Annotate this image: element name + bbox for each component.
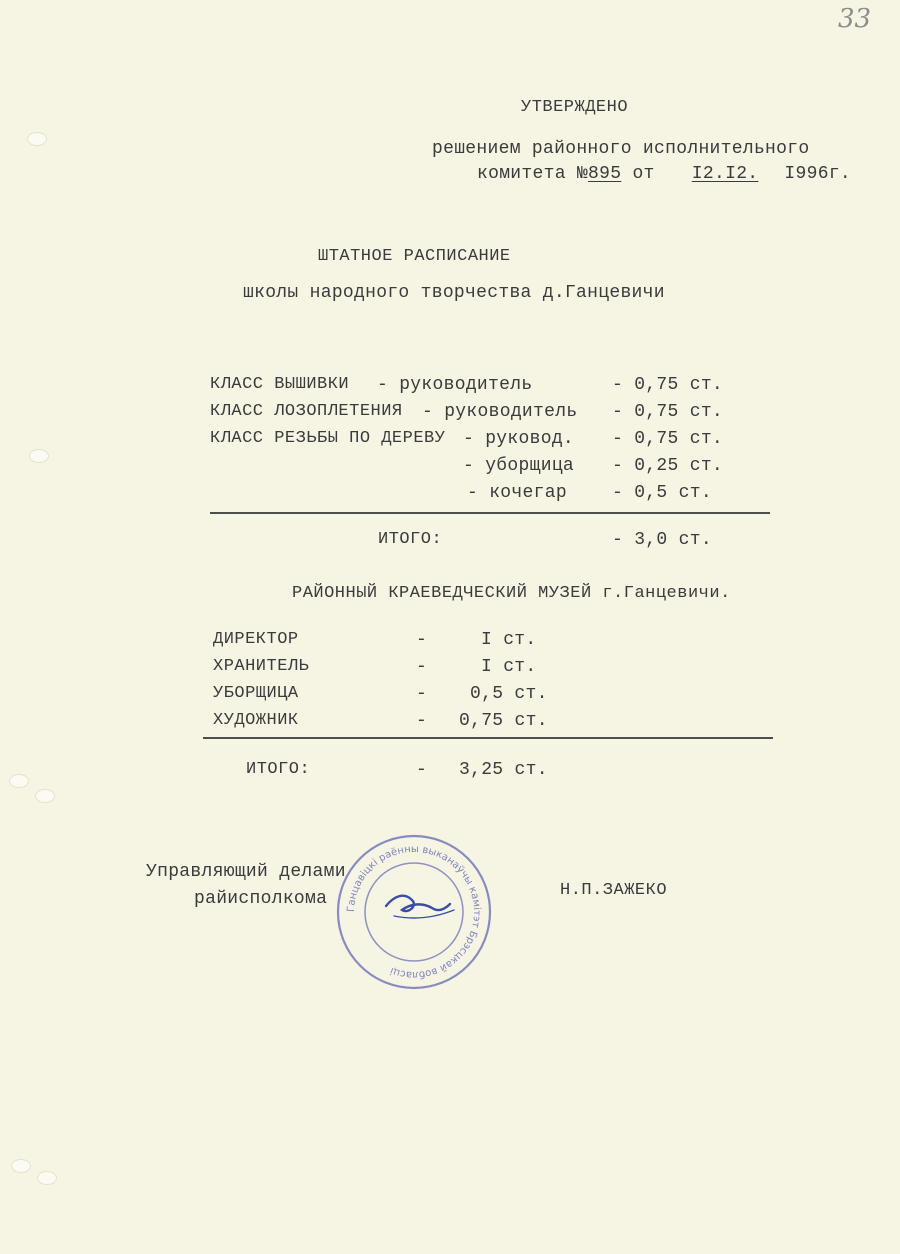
school-total-value: - 3,0 ст. xyxy=(612,530,712,550)
signatory-office: райисполкома xyxy=(194,889,328,909)
museum-row-name: УБОРЩИЦА xyxy=(213,684,299,703)
decision-number: 895 xyxy=(588,164,622,184)
document-subtitle: школы народного творчества д.Ганцевичи xyxy=(243,283,665,303)
museum-row-dash: - xyxy=(416,630,428,650)
signatory-position: Управляющий делами xyxy=(146,862,346,882)
handwritten-signature xyxy=(386,896,450,911)
school-row-role: - уборщица xyxy=(463,456,575,476)
school-row-name: КЛАСС ЛОЗОПЛЕТЕНИЯ xyxy=(210,402,403,421)
school-row-rate: - 0,75 ст. xyxy=(612,375,724,395)
from-label: от xyxy=(632,164,655,184)
school-row-rate: - 0,75 ст. xyxy=(612,429,724,449)
school-row-role: - руковод. xyxy=(463,429,575,449)
museum-row-rate: 0,5 ст. xyxy=(470,684,548,704)
approval-line: решением районного исполнительного xyxy=(432,139,810,159)
school-total-label: ИТОГО: xyxy=(378,530,443,549)
museum-total-dash: - xyxy=(416,760,428,780)
school-row-name: КЛАСС РЕЗЬБЫ ПО ДЕРЕВУ xyxy=(210,429,446,448)
committee-prefix: комитета № xyxy=(477,164,589,184)
museum-total-value: 3,25 ст. xyxy=(459,760,548,780)
museum-title: РАЙОННЫЙ КРАЕВЕДЧЕСКИЙ МУЗЕЙ г.Ганцевичи. xyxy=(292,584,731,603)
school-total-rule xyxy=(210,512,770,514)
document-title: ШТАТНОЕ РАСПИСАНИЕ xyxy=(318,247,511,266)
museum-row-name: ХУДОЖНИК xyxy=(213,711,299,730)
punch-hole xyxy=(10,775,28,787)
museum-row-rate: I ст. xyxy=(481,657,537,677)
punch-hole xyxy=(12,1160,30,1172)
decision-date: I2.I2. xyxy=(691,164,759,184)
museum-total-rule xyxy=(203,737,773,739)
school-row-rate: - 0,25 ст. xyxy=(612,456,724,476)
museum-row-name: ДИРЕКТОР xyxy=(213,630,299,649)
museum-row-dash: - xyxy=(416,657,428,677)
punch-hole xyxy=(38,1172,56,1184)
school-row-name: КЛАСС ВЫШИВКИ xyxy=(210,375,350,394)
museum-total-label: ИТОГО: xyxy=(246,760,311,779)
punch-hole xyxy=(36,790,54,802)
museum-row-dash: - xyxy=(416,711,428,731)
page-number: 33 xyxy=(838,4,872,34)
punch-hole xyxy=(28,133,46,145)
punch-hole xyxy=(30,450,48,462)
signatory-name: Н.П.ЗАЖЕКО xyxy=(560,881,668,900)
school-row-role: - кочегар xyxy=(467,483,567,503)
museum-row-dash: - xyxy=(416,684,428,704)
museum-row-name: ХРАНИТЕЛЬ xyxy=(213,657,310,676)
museum-row-rate: I ст. xyxy=(481,630,537,650)
museum-row-rate: 0,75 ст. xyxy=(459,711,548,731)
official-stamp xyxy=(334,832,494,992)
school-row-rate: - 0,75 ст. xyxy=(612,402,724,422)
school-row-rate: - 0,5 ст. xyxy=(612,483,712,503)
school-row-role: - руководитель xyxy=(377,375,533,395)
approval-decision-line xyxy=(477,164,851,184)
decision-year: I996г. xyxy=(784,164,852,184)
school-row-role: - руководитель xyxy=(422,402,578,422)
stamp-text: Ганцавіцкі раённы выканаўчы камітэт Брэсцкай вобласці xyxy=(345,843,483,981)
approved-heading: УТВЕРЖДЕНО xyxy=(521,98,629,117)
